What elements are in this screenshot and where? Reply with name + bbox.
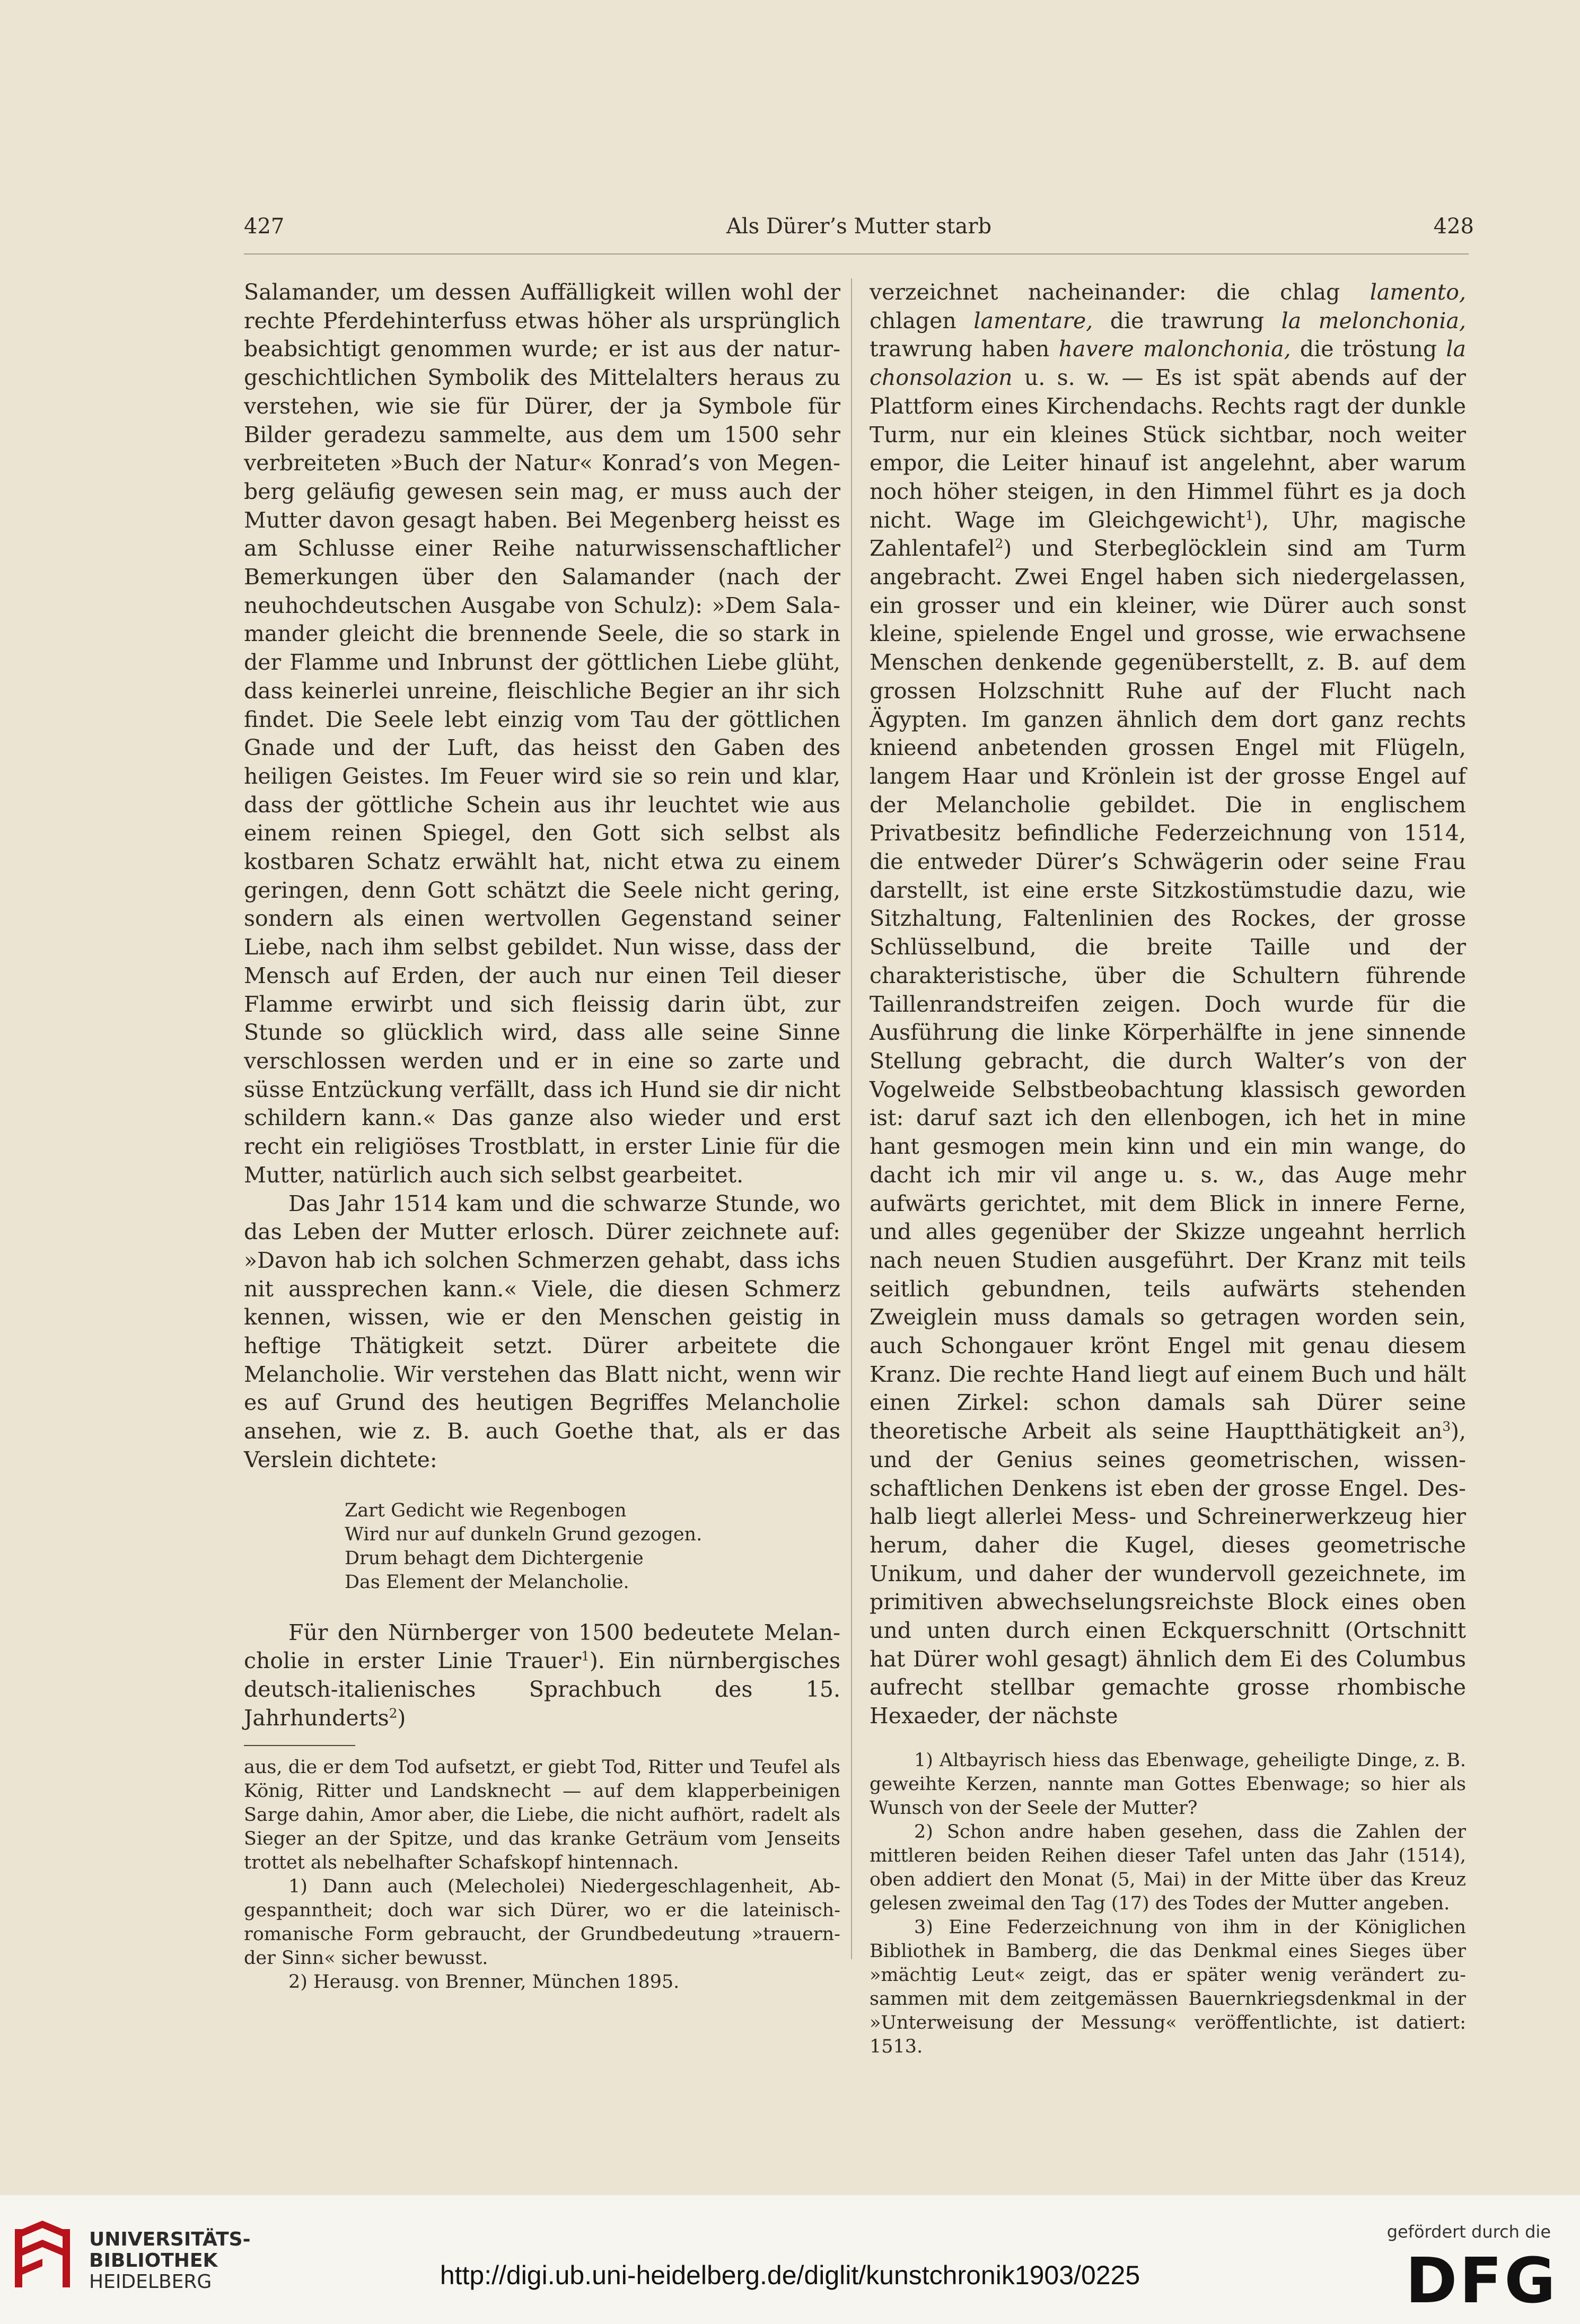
footnote: 2) Herausg. von Brenner, München 1895. — [288, 1971, 680, 1993]
footnotes — [244, 1756, 840, 1994]
right-column — [870, 278, 1466, 2059]
poem — [345, 1499, 840, 1594]
footnote-ref: 1 — [1245, 507, 1254, 523]
page-number-right: 428 — [1433, 214, 1474, 239]
running-header — [244, 214, 1474, 257]
source-url-link[interactable]: http://digi.ub.uni-heidelberg.de/diglit/kunstchronik1903/0225 — [440, 2260, 1140, 2290]
dfg-logo: DFG — [1405, 2244, 1558, 2317]
digitization-footer — [0, 2195, 1580, 2324]
poem-line: Drum behagt dem Dichtergenie — [345, 1547, 644, 1569]
library-name: UNIVERSITÄTS- BIBLIOTHEK HEIDELBERG — [89, 2229, 251, 2293]
left-column — [244, 278, 840, 1994]
footnote: 1) Dann auch (Melecholei) Niedergeschlagenheit, Abgespanntheit; doch war sich Dürer, wo er die lateinisch-romanische Form gebraucht, der Grundbedeutung »trauernder Sinn« sicher bewusst. — [244, 1876, 840, 1969]
paragraph: verzeichnet nacheinander: die chlag lamento, chlagen lamentare, die trawrung la melonchonia, trawrung haben havere malonchonia, die tröstung la chonsolazion u. s. w. — Es ist spät abends auf der Plattform eines Kirchendachs. Rechts ragt der dunkle Turm, nur ein kleines Stück sichtbar, noch weiter empor, die Leiter hinauf ist angelehnt, aber warum noch höher steigen, in den Himmel führt es ja doch nicht. Wage im Gleichgewicht$^1$), Uhr, magische Zahlentafel$^2$) und Sterbeglöcklein sind am Turm angebracht. Zwei Engel haben sich niedergelassen, ein grosser und ein kleiner, wie Dürer auch sonst kleine, spielende Engel und grosse, wie erwachsene Menschen denkende gegenüberstellt, z. B. auf dem grossen Holzschnitt Ruhe auf der Flucht nach Ägypten. Im ganzen ähnlich dem dort ganz rechts knieend anbetenden grossen Engel mit Flügeln, langem Haar und Krönlein ist der grosse Engel auf der Melancholie gebildet. Die in englischem Privatbesitz befindliche Federzeichnung von 1514, die entweder Dürer’s Schwägerin oder seine Frau darstellt, ist eine erste Sitzkostümstudie dazu, wie Sitzhaltung, Faltenlinien des Rockes, der grosse Schlüsselbund, die breite Taille und der charakteristische, über die Schultern führende Taillenrandstreifen zeigen. Doch wurde für die Ausführung die linke Körperhälfte in jene sinnende Stellung gebracht, die durch Walter’s von der Vogelweide Selbstbeobachtung klassisch geworden ist: daruf sazt ich den ellenbogen, ich het in mine hant gesmogen mein kinn und ein min wange, do dacht ich mir vil ange u. s. w., das Auge mehr aufwärts gerichtet, mit dem Blick in innere Ferne, und alles gegenüber der Skizze ungeahnt herrlich nach neuen Studien ausgeführt. Der Kranz mit teils seitlich gebundnen, teils aufwärts stehenden Zweiglein muss damals so getragen worden sein, auch Schongauer krönt Engel mit genau diesem Kranz. Die rechte Hand liegt auf einem Buch und hält einen Zirkel: schon damals sah Dürer seine theoretische Arbeit als seine Hauptthätigkeit $an^3$), und der Genius seines geometrischen, wissenschaftlichen Denkens ist eben der grosse Engel. Deshalb liegt allerlei Mess- und Schreinerwerkzeug hier herum, daher die Kugel, dieses geometrische Unikum, und daher der wundervoll gezeichnete, im primitiven abwechselungsreichste Block eines oben und unten durch einen Eckquerschnitt (Ortschnitt hat Dürer wohl gesagt) ähnlich dem Ei des Columbus aufrecht stellbar gemachte grosse rhombische Hexaeder, der nächste — [870, 279, 1467, 1729]
footnote: 1) Altbayrisch hiess das Ebenwage, geheiligte Dinge, z. B. geweihte Kerzen, nannte man Gottes Ebenwage; so hier als Wunsch von der Seele der Mutter? — [870, 1749, 1466, 1819]
footnote: 2) Schon andre haben gesehen, dass die Zahlen der mittleren beiden Reihen dieser Tafel unten das Jahr (1514), oben addiert den Monat (5, Mai) in der Mitte über das Kreuz gelesen zweimal den Tag (17) des Todes der Mutter angeben. — [870, 1821, 1466, 1914]
paragraph: Salamander, um dessen Auffälligkeit willen wohl der rechte Pferdehinterfuss etwas höher als ursprünglich beabsichtigt genommen wurde; er ist aus der naturgeschichtlichen Symbolik des Mittelalters heraus zu verstehen, wie sie für Dürer, der ja Symbole für Bilder geradezu sammelte, aus dem um 1500 sehr verbreiteten »Buch der Natur« Konrad’s von Megenberg geläufig gewesen sein mag, er muss auch der Mutter davon gesagt haben. Bei Megenberg heisst es am Schlusse einer Reihe naturwissenschaftlicher Bemerkungen über den Salamander (nach der neuhochdeutschen Ausgabe von Schulz): »Dem Salamander gleicht die brennende Seele, die so stark in der Flamme und Inbrunst der göttlichen Liebe glüht, dass keinerlei unreine, fleischliche Begier an ihr sich findet. Die Seele lebt einzig vom Tau der göttlichen Gnade und der Luft, das heisst den Gaben des heiligen Geistes. Im Feuer wird sie so rein und klar, dass der göttliche Schein aus ihr leuchtet wie aus einem reinen Spiegel, den Gott sich selbst als kostbaren Schatz erwählt hat, nicht etwa zu einem geringen, denn Gott schätzt die Seele nicht gering, sondern als einen wertvollen Gegenstand seiner Liebe, nach ihm selbst gebildet. Nun wisse, dass der Mensch auf Erden, der auch nur einen Teil dieser Flamme erwirbt und sich fleissig darin übt, zur Stunde so glücklich wird, dass alle seine Sinne verschlossen werden und er in eine so zarte und süsse Entzückung verfällt, dass ich Hund sie dir nicht schildern kann.« Das ganze also wieder und erst recht ein religiöses Trostblatt, in erster Linie für die Mutter, natürlich auch sich selbst gearbeitet. — [244, 279, 840, 1188]
footnotes — [870, 1749, 1466, 2059]
footnote-ref: 2 — [995, 536, 1004, 551]
funding-note: gefördert durch die — [1386, 2222, 1551, 2242]
poem-line: Das Element der Melancholie. — [345, 1571, 629, 1593]
footnote-ref: 1 — [581, 1648, 590, 1664]
poem-line: Wird nur auf dunkeln Grund gezogen. — [345, 1523, 703, 1545]
footnote-ref: 2 — [389, 1705, 398, 1721]
page-number-left: 427 — [244, 214, 285, 239]
footnote: aus, die er dem Tod aufsetzt, er giebt Tod, Ritter und Teufel als König, Ritter und Landsknecht — auf dem klapperbeinigen Sarge dahin, Amor aber, die Liebe, die nicht aufhört, radelt als Sieger an der Spitze, und das kranke Geträum vom Jenseits trottet als nebelhafter Schafskopf hintennach. — [244, 1757, 840, 1874]
footnote-rule — [244, 1745, 355, 1746]
column-divider — [851, 278, 852, 1959]
poem-line: Zart Gedicht wie Regenbogen — [345, 1499, 627, 1521]
paragraph: Das Jahr 1514 kam und die schwarze Stunde, wo das Leben der Mutter erlosch. Dürer zeichnete auf: »Davon hab ich solchen Schmerzen gehabt, dass ichs nit aussprechen kann.« Viele, die diesen Schmerz kennen, wissen, wie er den Menschen geistig in heftige Thätigkeit setzt. Dürer arbeitete die Melancholie. Wir verstehen das Blatt nicht, wenn wir es auf Grund des heutigen Begriffes Melancholie ansehen, wie z. B. auch Goethe that, als er das Verslein dichtete: — [244, 1190, 840, 1472]
header-rule — [244, 253, 1469, 255]
footnote-ref: 3 — [1442, 1418, 1451, 1434]
paragraph: Für den Nürnberger von 1500 bedeutete Melancholie in erster Linie Trauer$^1$). Ein nürnbergisches deutsch-italienisches Sprachbuch des 15. Jahrhunderts$^2$) — [244, 1619, 840, 1731]
footnote: 3) Eine Federzeichnung von ihm in der Königlichen Bibliothek in Bamberg, die das Denkmal eines Sieges über »mächtig Leut« zeigt, das er später wenig verändert zusammen mit dem zeitgemässen Bauernkriegsdenkmal in der »Unterweisung der Messung« veröffentlichte, ist datiert: 1513. — [870, 1916, 1466, 2057]
running-title: Als Dürer’s Mutter starb — [726, 214, 992, 239]
